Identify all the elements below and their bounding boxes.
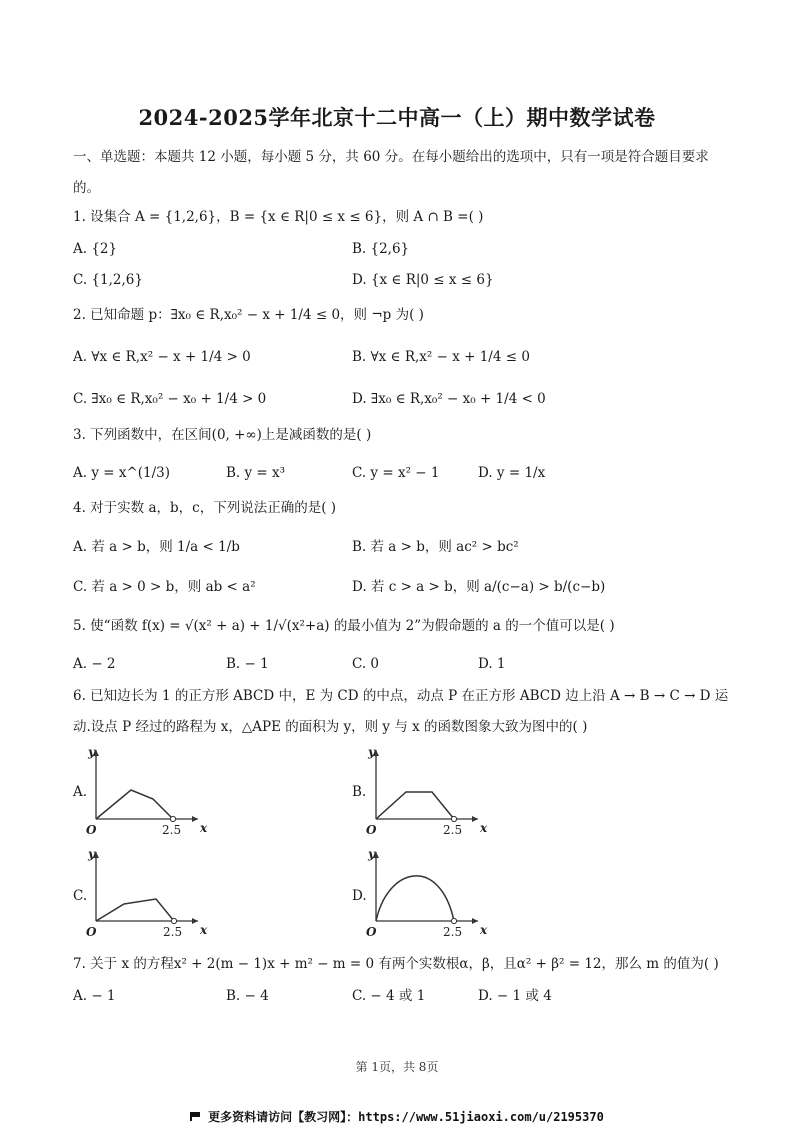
q6-graph-c-label: C. <box>73 888 88 904</box>
q2-stem: 2. 已知命题 p：∃x₀ ∈ R,x₀² − x + 1/4 ≤ 0，则 ¬p 为( ) <box>73 307 424 323</box>
endpoint <box>451 816 456 821</box>
q6-graph-a-label: A. <box>73 784 88 800</box>
q6-graph-d-label: D. <box>352 888 367 904</box>
q6-graph-b <box>366 744 496 839</box>
q6-graph-c <box>86 846 216 941</box>
q6-graph-b-label: B. <box>352 784 367 800</box>
q5-option-c: C. 0 <box>352 656 380 672</box>
page-title: 2024-2025学年北京十二中高一（上）期中数学试卷 <box>138 105 656 130</box>
x-axis-arrow-icon <box>192 918 198 924</box>
q5-option-d: D. 1 <box>478 656 506 672</box>
origin-label: O <box>86 925 97 939</box>
page-footer: 第 1页，共 8页 <box>355 1060 439 1074</box>
y-axis-label: y <box>88 847 95 861</box>
q2-option-c: C. ∃x₀ ∈ R,x₀² − x₀ + 1/4 > 0 <box>73 391 267 407</box>
q4-option-b: B. 若 a > b，则 ac² > bc² <box>352 539 519 555</box>
x-end-label: 2.5 <box>443 925 463 939</box>
curve-d <box>376 876 454 921</box>
origin-label: O <box>366 823 377 837</box>
q2-option-a: A. ∀x ∈ R,x² − x + 1/4 > 0 <box>73 349 251 365</box>
x-axis-label: x <box>480 923 488 937</box>
q1-stem: 1. 设集合 A = {1,2,6}，B = {x ∈ R|0 ≤ x ≤ 6}，则 A ∩ B =( ) <box>73 209 484 225</box>
q4-stem: 4. 对于实数 a，b，c，下列说法正确的是( ) <box>73 500 337 516</box>
x-end-label: 2.5 <box>443 823 463 837</box>
q3-option-d: D. y = 1/x <box>478 465 546 481</box>
curve-a <box>96 790 173 819</box>
x-end-label: 2.5 <box>162 823 182 837</box>
q1-option-a: A. {2} <box>73 241 118 257</box>
q6-graph-a <box>86 744 216 839</box>
curve-c <box>96 899 174 921</box>
q6-stem-line2: 动.设点 P 经过的路程为 x，△APE 的面积为 y，则 y 与 x 的函数图象大致为图中的( ) <box>73 719 588 735</box>
x-axis-label: x <box>200 821 208 835</box>
origin-label: O <box>366 925 377 939</box>
q5-option-b: B. − 1 <box>226 656 269 672</box>
y-axis-label: y <box>368 847 375 861</box>
q7-option-d: D. − 1 或 4 <box>478 988 552 1004</box>
x-axis-label: x <box>200 923 208 937</box>
q3-option-a: A. y = x^(1/3) <box>73 465 171 481</box>
q3-stem: 3. 下列函数中，在区间(0, +∞)上是减函数的是( ) <box>73 427 372 443</box>
q4-option-a: A. 若 a > b，则 1/a < 1/b <box>73 539 240 555</box>
section-heading-line1: 一、单选题：本题共 12 小题，每小题 5 分，共 60 分。在每小题给出的选项中，只有一项是符合题目要求 <box>73 149 709 165</box>
q4-option-c: C. 若 a > 0 > b，则 ab < a² <box>73 579 256 595</box>
endpoint <box>451 918 456 923</box>
q6-graph-d <box>366 846 496 941</box>
section-heading-line2: 的。 <box>73 180 100 196</box>
y-axis-label: y <box>368 745 375 759</box>
q3-option-b: B. y = x³ <box>226 465 286 481</box>
x-axis-arrow-icon <box>472 816 478 822</box>
q4-option-d: D. 若 c > a > b，则 a/(c−a) > b/(c−b) <box>352 579 606 595</box>
x-axis-arrow-icon <box>472 918 478 924</box>
q2-option-b: B. ∀x ∈ R,x² − x + 1/4 ≤ 0 <box>352 349 530 365</box>
origin-label: O <box>86 823 97 837</box>
promo-banner[interactable] <box>0 1108 794 1125</box>
q1-option-c: C. {1,2,6} <box>73 272 143 288</box>
q5-option-a: A. − 2 <box>73 656 116 672</box>
x-axis-arrow-icon <box>192 816 198 822</box>
y-axis-label: y <box>88 745 95 759</box>
x-axis-label: x <box>480 821 488 835</box>
q7-option-a: A. − 1 <box>73 988 116 1004</box>
q7-option-c: C. − 4 或 1 <box>352 988 426 1004</box>
q2-option-d: D. ∃x₀ ∈ R,x₀² − x₀ + 1/4 < 0 <box>352 391 546 407</box>
q7-stem: 7. 关于 x 的方程x² + 2(m − 1)x + m² − m = 0 有两个实数根α，β，且α² + β² = 12，那么 m 的值为( ) <box>73 956 719 972</box>
q6-stem-line1: 6. 已知边长为 1 的正方形 ABCD 中，E 为 CD 的中点，动点 P 在正方形 ABCD 边上沿 A → B → C → D 运 <box>73 688 729 704</box>
curve-b <box>376 792 454 819</box>
q3-option-c: C. y = x² − 1 <box>352 465 440 481</box>
q1-option-d: D. {x ∈ R|0 ≤ x ≤ 6} <box>352 272 494 288</box>
q7-option-b: B. − 4 <box>226 988 269 1004</box>
q1-option-b: B. {2,6} <box>352 241 410 257</box>
promo-banner-text[interactable]: 更多资料请访问【教习网】：https://www.51jiaoxi.com/u/2195370 <box>208 1110 604 1124</box>
x-end-label: 2.5 <box>163 925 183 939</box>
endpoint <box>171 918 176 923</box>
endpoint <box>170 816 175 821</box>
q5-stem: 5. 使“函数 f(x) = √(x² + a) + 1/√(x²+a) 的最小值为 2”为假命题的 a 的一个值可以是( ) <box>73 618 615 634</box>
flag-icon <box>190 1112 202 1121</box>
